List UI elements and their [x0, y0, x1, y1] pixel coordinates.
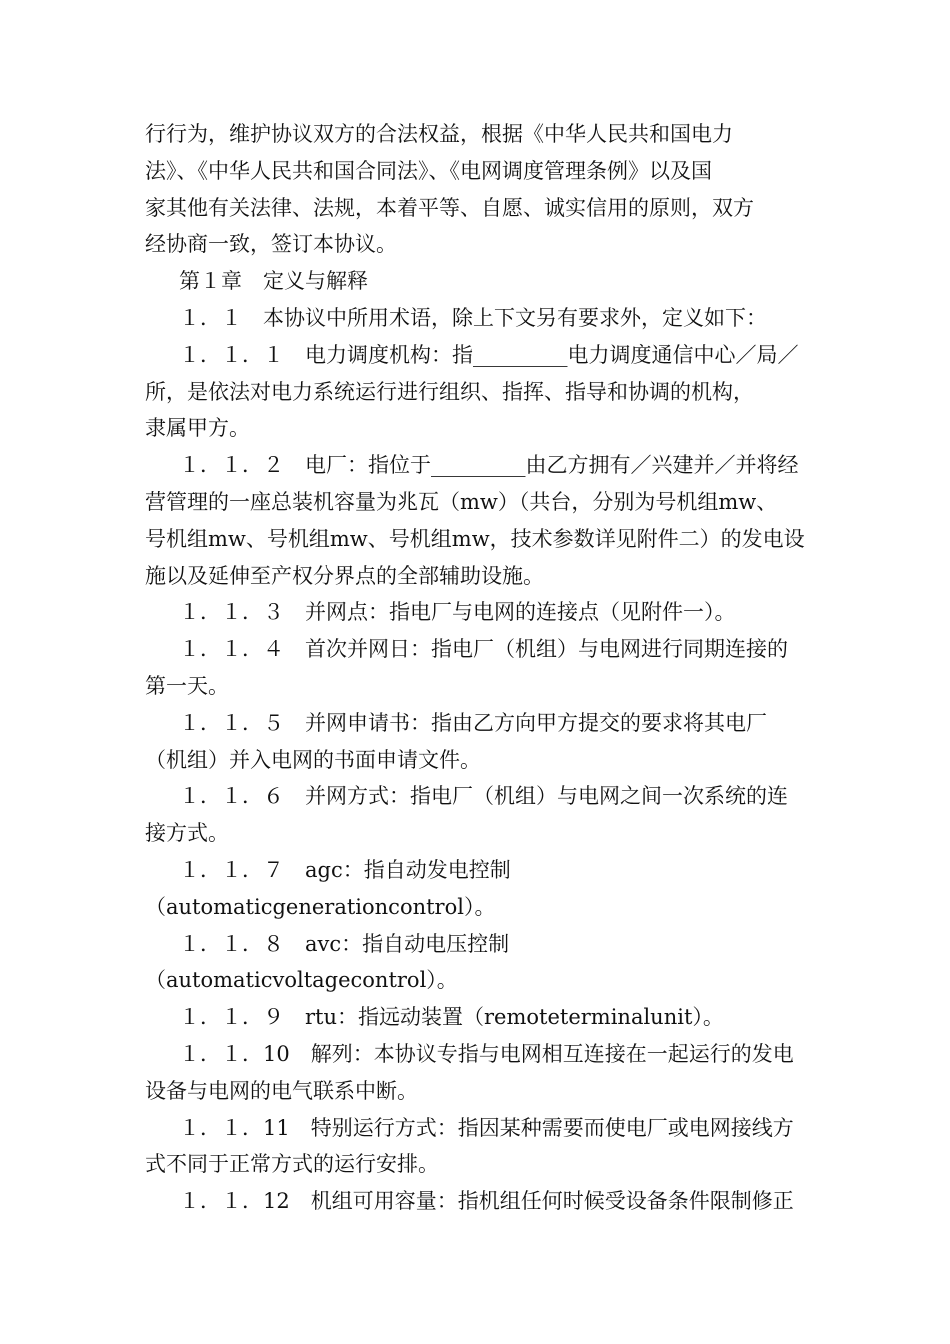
text-line: １．１．６ 并网方式：指电厂（机组）与电网之间一次系统的连 — [179, 784, 788, 809]
text-line: １．１．２ 电厂：指位于_________由乙方拥有／兴建并／并将经 — [179, 453, 799, 478]
chapter-heading: 第１章 定义与解释 — [179, 269, 368, 294]
text-line: １．１ 本协议中所用术语，除上下文另有要求外，定义如下： — [179, 305, 767, 330]
text-line: １．１．４ 首次并网日：指电厂（机组）与电网进行同期连接的 — [179, 637, 788, 662]
text-line: １．１．11 特别运行方式：指因某种需要而使电厂或电网接线方 — [179, 1115, 794, 1140]
text-line: １．１．３ 并网点：指电厂与电网的连接点（见附件一）。 — [179, 600, 736, 625]
text-line: 隶属甲方。 — [145, 416, 250, 441]
text-line: １．１．８ avc：指自动电压控制 — [179, 931, 510, 956]
text-line: １．１．１ 电力调度机构：指_________电力调度通信中心／局／ — [179, 342, 799, 367]
text-line: （automaticgenerationcontrol）。 — [145, 894, 496, 919]
text-line: １．１．９ rtu：指远动装置（remoteterminalunit）。 — [179, 1005, 724, 1030]
text-line: １．１．７ agc：指自动发电控制 — [179, 857, 511, 882]
text-line: 经协商一致，签订本协议。 — [145, 232, 397, 257]
text-line: 家其他有关法律、法规，本着平等、自愿、诚实信用的原则，双方 — [145, 195, 754, 220]
text-line: 行行为，维护协议双方的合法权益，根据《中华人民共和国电力 — [145, 122, 733, 146]
text-line: 式不同于正常方式的运行安排。 — [145, 1152, 439, 1177]
text-line: 号机组mw、号机组mw、号机组mw，技术参数详见附件二）的发电设 — [145, 526, 805, 551]
text-line: 施以及延伸至产权分界点的全部辅助设施。 — [145, 563, 544, 588]
text-line: 营管理的一座总装机容量为兆瓦（mw）（共台，分别为号机组mw、 — [145, 489, 778, 514]
text-line: 接方式。 — [145, 821, 229, 846]
text-line: １．１．12 机组可用容量：指机组任何时候受设备条件限制修正 — [179, 1189, 794, 1214]
text-line: １．１．10 解列：本协议专指与电网相互连接在一起运行的发电 — [179, 1041, 794, 1066]
text-line: 所，是依法对电力系统运行进行组织、指挥、指导和协调的机构， — [145, 379, 754, 404]
text-line: 第一天。 — [145, 673, 229, 698]
text-line: 设备与电网的电气联系中断。 — [145, 1078, 418, 1103]
text-line: （机组）并入电网的书面申请文件。 — [145, 747, 481, 772]
document-body — [145, 116, 810, 1220]
text-line: １．１．５ 并网申请书：指由乙方向甲方提交的要求将其电厂 — [179, 710, 767, 735]
text-line: （automaticvoltagecontrol）。 — [145, 968, 458, 993]
text-line: 法》、《中华人民共和国合同法》、《电网调度管理条例》以及国 — [145, 158, 712, 183]
